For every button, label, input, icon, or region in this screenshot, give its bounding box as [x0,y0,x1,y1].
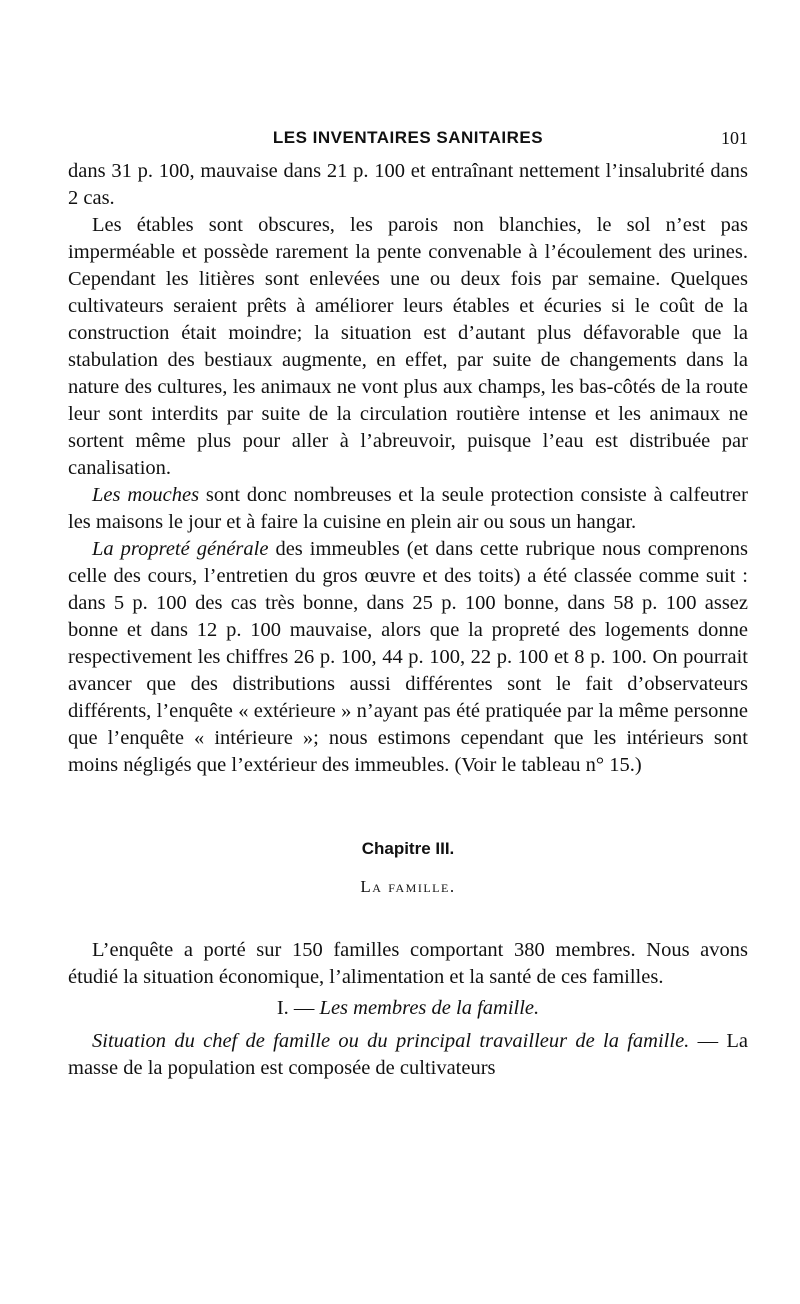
section-number: I. — [276,997,320,1019]
flies-text: sont donc nombreuses et la seule protection consiste à calfeutrer les maisons le jour et à faire la cuisine en plein air ou sous un hangar. [68,484,748,533]
chapter-intro: L’enquête a porté sur 150 familles comportant 380 membres. Nous avons étudié la situation économique, l’alimentation et la santé de ces familles. [68,939,748,988]
section-heading: Les membres de la famille. [319,997,540,1019]
cleanliness-heading: La propreté générale [92,538,269,560]
paragraph-stables: Les étables sont obscures, les parois non blanchies, le sol n’est pas imperméable et possède rarement la pente convenable à l’écoulement des urines. Cependant les litières sont enlevées une ou deux fois par semaine. Quelques cultivateurs seraient prêts à améliorer leurs étables et écuries si le coût de la construction était moindre; la situation est d’autant plus défavorable que la stabulation des bestiaux augmente, en effet, par suite de changements dans la nature des cultures, les animaux ne vont plus aux champs, les bas-côtés de la route leur sont interdits par suite de la circulation routière intense et les animaux ne sortent même plus pour aller à l’abreuvoir, puisque l’eau est distribuée par canalisation. [68,214,748,479]
page-header [68,118,748,158]
situation-text: — La masse de la population est composée de cultivateurs [68,1030,749,1079]
situation-heading: Situation du chef de famille ou du principal travailleur de la famille. [92,1030,690,1052]
chapter-title: Chapitre III. [361,839,455,858]
paragraph-1: dans 31 p. 100, mauvaise dans 21 p. 100 et entraînant nettement l’insalubrité dans 2 cas. [68,160,748,209]
chapter-subtitle: La famille. [360,877,456,896]
section-title [68,997,748,1020]
document-page [68,118,748,1082]
running-title: LES INVENTAIRES SANITAIRES [272,128,544,147]
paragraph-flies [68,482,748,536]
page-number: 101 [721,128,748,148]
flies-heading: Les mouches [92,484,200,506]
paragraph-cleanliness [68,536,748,779]
paragraph-situation [68,1028,748,1082]
cleanliness-text: des immeubles (et dans cette rubrique nous comprenons celle des cours, l’entretien du gros œuvre et des toits) a été classée comme suit : dans 5 p. 100 des cas très bonne, dans 25 p. 100 bonne, dans 58 p. 100 assez bonne et dans 12 p. 100 mauvaise, alors que la propreté des logements donne respectivement les chiffres 26 p. 100, 44 p. 100, 22 p. 100 et 8 p. 100. On pourrait avancer que des distributions aussi différentes sont le fait d’observateurs différents, l’enquête « extérieure » n’ayant pas été pratiquée par la même personne que l’enquête « intérieure »; nous estimons cependant que les intérieurs sont moins négligés que l’extérieur des immeubles. (Voir le tableau n° 15.) [68,538,748,776]
